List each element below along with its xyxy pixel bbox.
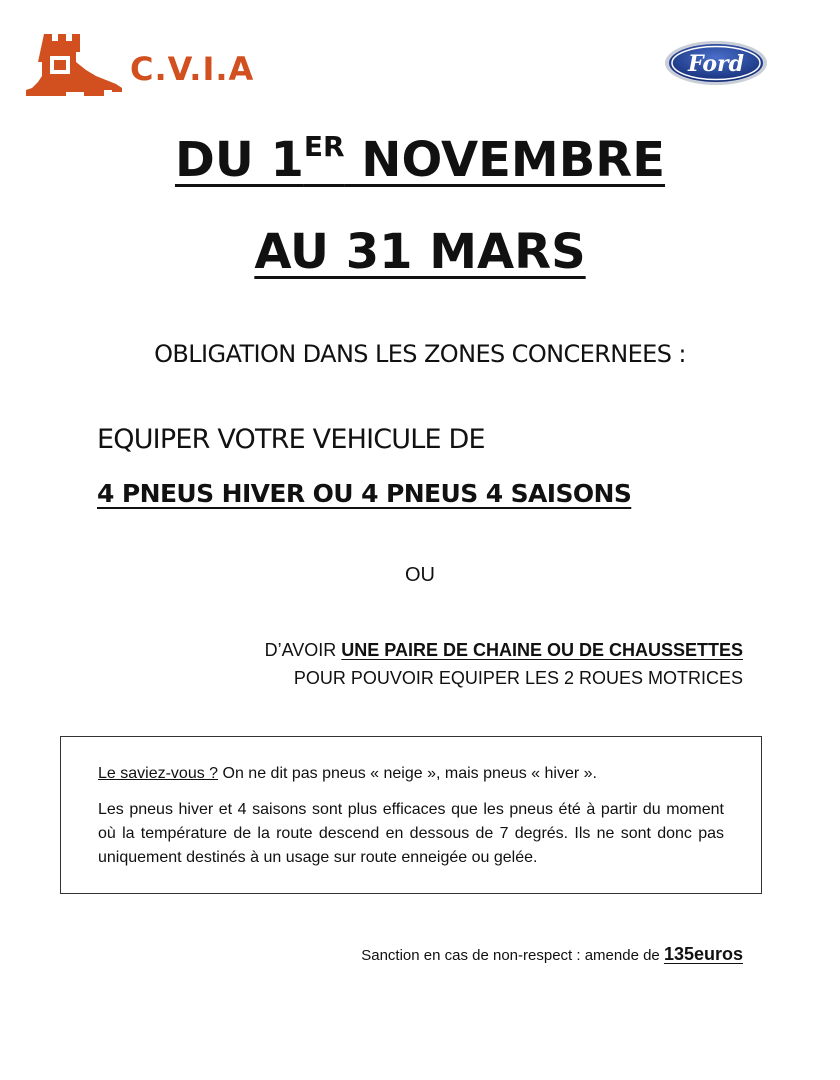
chains-prefix: D’AVOIR — [264, 640, 342, 660]
ford-oval-icon — [664, 40, 768, 86]
castle-icon — [24, 30, 122, 98]
did-you-know-box — [60, 736, 762, 894]
heading-superscript: ER — [303, 130, 345, 163]
heading-prefix: DU 1 — [174, 132, 304, 188]
cvia-logo-text: C.V.I.A — [130, 50, 255, 88]
equip-instruction: EQUIPER VOTRE VEHICULE DE — [97, 424, 485, 455]
did-you-know-line: On ne dit pas pneus « neige », mais pneus « hiver ». — [218, 765, 597, 782]
did-you-know-label: Le saviez-vous ? — [98, 765, 219, 782]
sanction-text: Sanction en cas de non-respect : amende de — [361, 947, 664, 964]
or-separator: OU — [405, 564, 435, 586]
obligation-text: OBLIGATION DANS LES ZONES CONCERNEES : — [154, 340, 686, 368]
fine-amount: 135euros — [663, 944, 743, 964]
cvia-logo — [24, 28, 274, 100]
tires-requirement: 4 PNEUS HIVER OU 4 PNEUS 4 SAISONS — [97, 479, 632, 508]
heading-line-1 — [0, 130, 840, 188]
heading-date-end: AU 31 MARS — [254, 224, 586, 280]
ford-logo-text: Ford — [687, 51, 745, 77]
heading-suffix: NOVEMBRE — [344, 132, 666, 188]
heading-line-2 — [0, 224, 840, 280]
sanction-notice — [361, 944, 743, 965]
chains-emphasis: UNE PAIRE DE CHAINE OU DE CHAUSSETTES — [341, 640, 743, 660]
chains-requirement — [265, 636, 743, 692]
ford-logo — [664, 40, 768, 86]
did-you-know-paragraph: Les pneus hiver et 4 saisons sont plus efficaces que les pneus été à partir du moment où la température de la route descend en dessous de 7 degrés. Ils ne sont donc pas uniquement destinés à un usage sur route enneigée ou gelée. — [98, 801, 724, 866]
chains-line-2: POUR POUVOIR EQUIPER LES 2 ROUES MOTRICES — [293, 668, 743, 688]
